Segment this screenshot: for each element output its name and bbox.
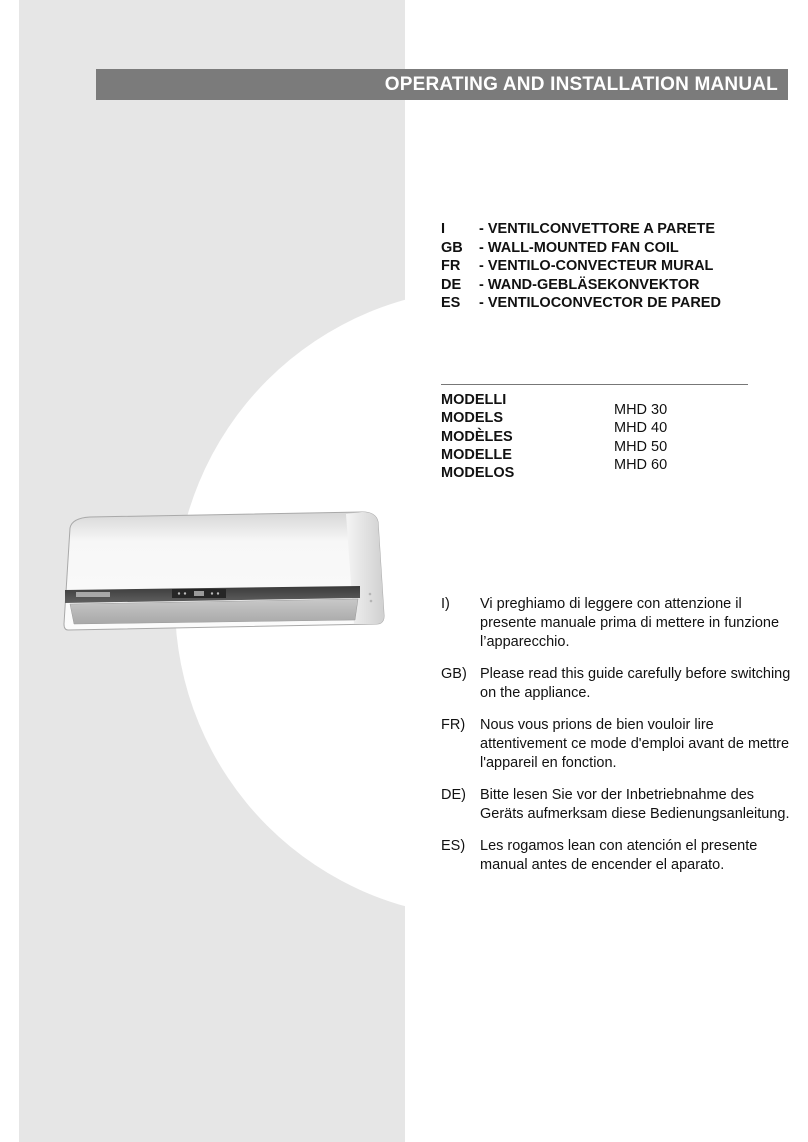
instruction-item bbox=[441, 595, 791, 652]
language-code: FR bbox=[441, 258, 461, 274]
instruction-text: Nous vous prions de bien vouloir lire attentivement ce mode d'emploi avant de mettre l'appareil en fonction. bbox=[480, 717, 790, 771]
instruction-code: GB) bbox=[441, 666, 467, 682]
air-conditioner-unit-image bbox=[62, 506, 388, 636]
language-row bbox=[441, 239, 801, 258]
language-code: I bbox=[441, 221, 446, 237]
models-label: MODELLE bbox=[441, 446, 512, 463]
language-list bbox=[441, 220, 801, 313]
instruction-item bbox=[441, 716, 791, 773]
section-divider bbox=[441, 384, 748, 385]
language-row bbox=[441, 257, 801, 276]
model-value: MHD 40 bbox=[614, 420, 668, 437]
language-title: - WAND-GEBLÄSEKONVEKTOR bbox=[479, 276, 700, 293]
instruction-item bbox=[441, 837, 791, 875]
instruction-text: Vi preghiamo di leggere con attenzione il presente manuale prima di mettere in funzione l’apparecchio. bbox=[480, 596, 780, 650]
model-value: MHD 30 bbox=[614, 402, 668, 418]
instruction-code: ES) bbox=[441, 838, 466, 854]
language-code: ES bbox=[441, 295, 461, 311]
instruction-code: FR) bbox=[441, 717, 466, 733]
language-row bbox=[441, 294, 801, 313]
page-title: OPERATING AND INSTALLATION MANUAL bbox=[384, 74, 778, 95]
language-title: - WALL-MOUNTED FAN COIL bbox=[479, 239, 679, 256]
models-label: MODÈLES bbox=[441, 428, 513, 445]
language-title: - VENTILOCONVECTOR DE PARED bbox=[479, 295, 721, 311]
language-code: DE bbox=[441, 276, 462, 293]
language-title: - VENTILO-CONVECTEUR MURAL bbox=[479, 258, 714, 274]
instruction-item bbox=[441, 786, 791, 824]
language-row bbox=[441, 276, 801, 295]
instruction-item bbox=[441, 665, 791, 703]
instruction-text: Bitte lesen Sie vor der Inbetriebnahme des Geräts aufmerksam diese Bedienungsanleitung. bbox=[480, 787, 790, 822]
models-values bbox=[614, 401, 667, 474]
instruction-text: Please read this guide carefully before switching on the appliance. bbox=[480, 666, 791, 701]
language-code: GB bbox=[441, 239, 463, 256]
instruction-text: Les rogamos lean con atención el presente manual antes de encender el aparato. bbox=[480, 838, 758, 873]
model-value: MHD 50 bbox=[614, 438, 668, 455]
instruction-code: I) bbox=[441, 596, 450, 612]
models-labels bbox=[441, 391, 514, 482]
title-bar bbox=[96, 69, 788, 100]
instructions-list bbox=[441, 595, 791, 888]
models-label: MODELOS bbox=[441, 465, 515, 482]
language-row bbox=[441, 220, 801, 239]
language-title: - VENTILCONVETTORE A PARETE bbox=[479, 221, 716, 237]
model-value: MHD 60 bbox=[614, 456, 668, 473]
models-label: MODELLI bbox=[441, 392, 507, 408]
models-label: MODELS bbox=[441, 410, 504, 427]
instruction-code: DE) bbox=[441, 787, 466, 803]
